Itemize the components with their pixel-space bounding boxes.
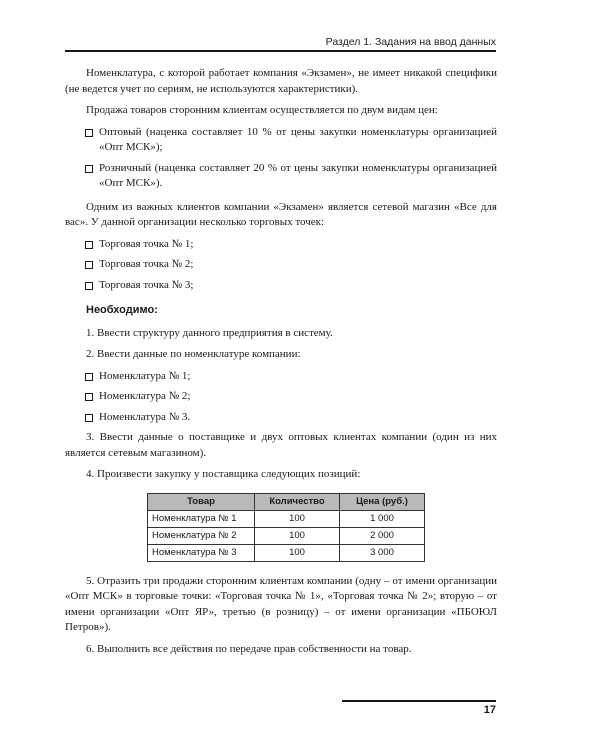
purchase-table (147, 493, 425, 562)
sales-point-item: Торговая точка № 3; (65, 278, 497, 294)
price-item-wholesale: Оптовый (наценка составляет 10 % от цены закупки номенклатуры организацией «Опт МСК»); (65, 125, 497, 156)
cell-quantity: 100 (255, 544, 340, 561)
task-step-4: 4. Произвести закупку у поставщика следующих позиций: (86, 468, 361, 480)
cell-quantity: 100 (255, 527, 340, 544)
cell-product: Номенклатура № 2 (148, 527, 255, 544)
intro-paragraph-2: Продажа товаров сторонним клиентам осуществляется по двум видам цен: (86, 104, 438, 116)
task-heading: Необходимо: (86, 304, 158, 316)
task-step-5: 5. Отразить три продажи сторонним клиентам компании (одну – от имени организации «Опт МСК» в торговые точки: «Торговая точка № 1», «Торговая точка № 2»; вторую – от имени организации «Опт ЯР», третью (в розницу) – от имени организации «ПБОЮЛ Петров»). (65, 574, 497, 633)
column-header-price: Цена (руб.) (340, 493, 425, 510)
page-body (65, 66, 497, 663)
task-step-2: 2. Ввести данные по номенклатуре компании: (86, 348, 301, 360)
sales-point-item: Торговая точка № 2; (65, 257, 497, 273)
task-step-3: 3. Ввести данные о поставщике и двух оптовых клиентах компании (один из них является сетевым магазином). (65, 431, 497, 459)
cell-product: Номенклатура № 1 (148, 510, 255, 527)
cell-quantity: 100 (255, 510, 340, 527)
checkbox-bullet-icon (85, 282, 93, 290)
page-number: 17 (483, 704, 496, 716)
footer-rule (342, 700, 496, 702)
table-row (148, 527, 425, 544)
nomenclature-item: Номенклатура № 2; (65, 389, 497, 405)
section-header-title: Раздел 1. Задания на ввод данных (325, 36, 496, 48)
checkbox-bullet-icon (85, 165, 93, 173)
cell-product: Номенклатура № 3 (148, 544, 255, 561)
intro-paragraph-3: Одним из важных клиентов компании «Экзамен» является сетевой магазин «Все для вас». У данной организации несколько торговых точек: (65, 200, 497, 228)
column-header-quantity: Количество (255, 493, 340, 510)
cell-price: 3 000 (340, 544, 425, 561)
table-row (148, 510, 425, 527)
cell-price: 1 000 (340, 510, 425, 527)
task-step-6: 6. Выполнить все действия по передаче прав собственности на товар. (86, 642, 412, 655)
purchase-table-wrapper (65, 493, 497, 562)
cell-price: 2 000 (340, 527, 425, 544)
checkbox-bullet-icon (85, 393, 93, 401)
header-rule (65, 50, 496, 52)
task-step-1: 1. Ввести структуру данного предприятия в систему. (86, 326, 333, 339)
checkbox-bullet-icon (85, 129, 93, 137)
nomenclature-item: Номенклатура № 3. (65, 410, 497, 426)
nomenclature-item: Номенклатура № 1; (65, 369, 497, 385)
table-row (148, 544, 425, 561)
checkbox-bullet-icon (85, 241, 93, 249)
price-item-retail: Розничный (наценка составляет 20 % от цены закупки номенклатуры организацией «Опт МСК»). (65, 161, 497, 192)
checkbox-bullet-icon (85, 261, 93, 269)
sales-point-item: Торговая точка № 1; (65, 237, 497, 253)
table-header-row (148, 493, 425, 510)
checkbox-bullet-icon (85, 414, 93, 422)
column-header-product: Товар (148, 493, 255, 510)
checkbox-bullet-icon (85, 373, 93, 381)
intro-paragraph-1: Номенклатура, с которой работает компания «Экзамен», не имеет никакой специфики (не ведется учет по сериям, не используются характеристики). (65, 67, 497, 95)
